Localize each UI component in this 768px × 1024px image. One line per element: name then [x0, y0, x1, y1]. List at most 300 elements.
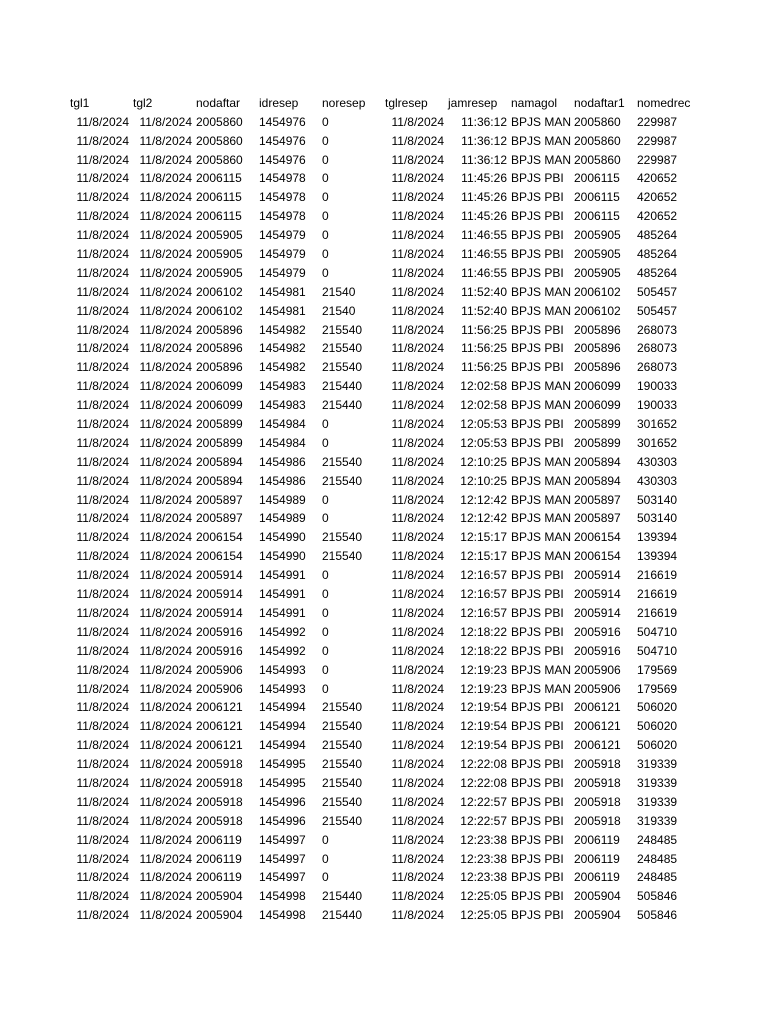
cell-namagol[interactable]: BPJS PBI	[511, 587, 564, 602]
cell-namagol[interactable]: BPJS PBI	[511, 624, 564, 639]
cell-idresep[interactable]: 1454993	[259, 681, 306, 696]
cell-jamresep[interactable]: 12:23:38	[460, 870, 507, 885]
cell-tgl1[interactable]: 11/8/2024	[76, 322, 129, 337]
cell-tgl2[interactable]: 11/8/2024	[139, 435, 192, 450]
cell-jamresep[interactable]: 11:36:12	[461, 152, 507, 167]
cell-namagol[interactable]: BPJS PBI	[511, 757, 564, 772]
cell-tgl1[interactable]: 11/8/2024	[76, 719, 129, 734]
cell-tgl1[interactable]: 11/8/2024	[76, 889, 129, 904]
cell-nodaftar1[interactable]: 2005899	[574, 435, 621, 450]
cell-tgl2[interactable]: 11/8/2024	[139, 265, 192, 280]
cell-tgl1[interactable]: 11/8/2024	[76, 360, 129, 375]
cell-idresep[interactable]: 1454976	[259, 114, 306, 129]
cell-noresep[interactable]: 215540	[322, 813, 363, 828]
cell-nodaftar1[interactable]: 2005896	[574, 322, 621, 337]
cell-tgl2[interactable]: 11/8/2024	[139, 681, 192, 696]
cell-tglresep[interactable]: 11/8/2024	[391, 757, 444, 772]
cell-namagol[interactable]: BPJS PBI	[511, 719, 564, 734]
cell-tgl2[interactable]: 11/8/2024	[139, 738, 192, 753]
cell-namagol[interactable]: BPJS PBI	[511, 209, 564, 224]
cell-noresep[interactable]: 0	[322, 605, 329, 620]
cell-nodaftar[interactable]: 2005914	[196, 605, 243, 620]
cell-noresep[interactable]: 0	[322, 624, 329, 639]
cell-nodaftar1[interactable]: 2005914	[574, 568, 621, 583]
cell-nomedrec[interactable]: 506020	[637, 719, 678, 734]
cell-jamresep[interactable]: 12:19:23	[460, 662, 507, 677]
cell-jamresep[interactable]: 12:16:57	[460, 568, 507, 583]
cell-jamresep[interactable]: 12:22:57	[460, 813, 507, 828]
cell-nodaftar1[interactable]: 2005897	[574, 492, 621, 507]
cell-nomedrec[interactable]: 216619	[637, 587, 678, 602]
cell-noresep[interactable]: 0	[322, 190, 329, 205]
cell-tgl2[interactable]: 11/8/2024	[139, 587, 192, 602]
cell-noresep[interactable]: 0	[322, 568, 329, 583]
cell-tgl1[interactable]: 11/8/2024	[76, 398, 129, 413]
cell-jamresep[interactable]: 12:22:08	[460, 757, 507, 772]
cell-idresep[interactable]: 1454997	[259, 870, 306, 885]
cell-tgl2[interactable]: 11/8/2024	[139, 643, 192, 658]
cell-namagol[interactable]: BPJS MAN	[511, 681, 572, 696]
cell-namagol[interactable]: BPJS PBI	[511, 417, 564, 432]
cell-nodaftar[interactable]: 2005914	[196, 568, 243, 583]
cell-namagol[interactable]: BPJS PBI	[511, 738, 564, 753]
cell-tgl1[interactable]: 11/8/2024	[76, 662, 129, 677]
cell-idresep[interactable]: 1454992	[259, 624, 306, 639]
cell-jamresep[interactable]: 12:19:54	[460, 738, 507, 753]
cell-jamresep[interactable]: 12:12:42	[460, 492, 507, 507]
cell-namagol[interactable]: BPJS MAN	[511, 454, 572, 469]
cell-jamresep[interactable]: 11:56:25	[461, 322, 507, 337]
cell-tgl1[interactable]: 11/8/2024	[76, 511, 129, 526]
cell-tglresep[interactable]: 11/8/2024	[391, 114, 444, 129]
cell-namagol[interactable]: BPJS PBI	[511, 228, 564, 243]
cell-nodaftar1[interactable]: 2005896	[574, 360, 621, 375]
cell-nomedrec[interactable]: 505457	[637, 284, 678, 299]
cell-noresep[interactable]: 0	[322, 870, 329, 885]
cell-idresep[interactable]: 1454991	[259, 605, 306, 620]
cell-jamresep[interactable]: 12:12:42	[460, 511, 507, 526]
cell-noresep[interactable]: 215540	[322, 700, 363, 715]
cell-nomedrec[interactable]: 485264	[637, 265, 678, 280]
cell-nodaftar1[interactable]: 2005905	[574, 247, 621, 262]
cell-tglresep[interactable]: 11/8/2024	[391, 247, 444, 262]
cell-namagol[interactable]: BPJS MAN	[511, 549, 572, 564]
cell-nomedrec[interactable]: 216619	[637, 605, 678, 620]
cell-nomedrec[interactable]: 319339	[637, 794, 678, 809]
cell-idresep[interactable]: 1454983	[259, 379, 306, 394]
cell-nomedrec[interactable]: 179569	[637, 681, 678, 696]
cell-tgl1[interactable]: 11/8/2024	[76, 228, 129, 243]
cell-noresep[interactable]: 215540	[322, 549, 363, 564]
cell-noresep[interactable]: 0	[322, 511, 329, 526]
cell-noresep[interactable]: 0	[322, 114, 329, 129]
cell-tglresep[interactable]: 11/8/2024	[391, 284, 444, 299]
cell-idresep[interactable]: 1454981	[259, 303, 306, 318]
cell-tgl1[interactable]: 11/8/2024	[76, 492, 129, 507]
cell-namagol[interactable]: BPJS MAN	[511, 303, 572, 318]
cell-noresep[interactable]: 0	[322, 492, 329, 507]
cell-tgl1[interactable]: 11/8/2024	[76, 417, 129, 432]
cell-nodaftar[interactable]: 2006119	[196, 832, 242, 847]
cell-tglresep[interactable]: 11/8/2024	[391, 360, 444, 375]
cell-tgl2[interactable]: 11/8/2024	[139, 813, 192, 828]
cell-tglresep[interactable]: 11/8/2024	[391, 813, 444, 828]
cell-nodaftar[interactable]: 2005904	[196, 908, 243, 923]
cell-tglresep[interactable]: 11/8/2024	[391, 530, 444, 545]
cell-noresep[interactable]: 215540	[322, 775, 363, 790]
cell-idresep[interactable]: 1454994	[259, 700, 306, 715]
cell-nodaftar1[interactable]: 2006102	[574, 284, 621, 299]
cell-tgl1[interactable]: 11/8/2024	[76, 454, 129, 469]
cell-noresep[interactable]: 0	[322, 832, 329, 847]
cell-nomedrec[interactable]: 190033	[637, 398, 678, 413]
cell-nomedrec[interactable]: 268073	[637, 322, 678, 337]
cell-nodaftar[interactable]: 2005894	[196, 454, 243, 469]
cell-nodaftar1[interactable]: 2005894	[574, 473, 621, 488]
cell-nodaftar[interactable]: 2005904	[196, 889, 243, 904]
column-header-nodaftar1[interactable]: nodaftar1	[574, 95, 625, 110]
cell-noresep[interactable]: 215540	[322, 454, 363, 469]
cell-idresep[interactable]: 1454995	[259, 775, 306, 790]
cell-tglresep[interactable]: 11/8/2024	[391, 171, 444, 186]
cell-tgl1[interactable]: 11/8/2024	[76, 341, 129, 356]
cell-noresep[interactable]: 0	[322, 681, 329, 696]
cell-namagol[interactable]: BPJS PBI	[511, 265, 564, 280]
cell-noresep[interactable]: 215540	[322, 341, 363, 356]
cell-nodaftar[interactable]: 2006121	[196, 719, 243, 734]
cell-idresep[interactable]: 1454992	[259, 643, 306, 658]
cell-nodaftar1[interactable]: 2005916	[574, 624, 621, 639]
cell-tgl2[interactable]: 11/8/2024	[139, 662, 192, 677]
cell-idresep[interactable]: 1454995	[259, 757, 306, 772]
cell-tglresep[interactable]: 11/8/2024	[391, 133, 444, 148]
cell-tglresep[interactable]: 11/8/2024	[391, 398, 444, 413]
cell-jamresep[interactable]: 12:18:22	[460, 624, 507, 639]
cell-nomedrec[interactable]: 430303	[637, 473, 678, 488]
cell-nomedrec[interactable]: 319339	[637, 813, 678, 828]
cell-tgl1[interactable]: 11/8/2024	[76, 587, 129, 602]
cell-namagol[interactable]: BPJS PBI	[511, 700, 564, 715]
cell-nodaftar1[interactable]: 2005896	[574, 341, 621, 356]
cell-tglresep[interactable]: 11/8/2024	[391, 681, 444, 696]
cell-nodaftar[interactable]: 2006115	[196, 190, 242, 205]
cell-nodaftar[interactable]: 2005916	[196, 624, 243, 639]
cell-tgl2[interactable]: 11/8/2024	[139, 322, 192, 337]
column-header-namagol[interactable]: namagol	[511, 95, 558, 110]
cell-namagol[interactable]: BPJS PBI	[511, 813, 564, 828]
cell-namagol[interactable]: BPJS PBI	[511, 832, 564, 847]
cell-idresep[interactable]: 1454979	[259, 265, 306, 280]
cell-tgl1[interactable]: 11/8/2024	[76, 643, 129, 658]
cell-jamresep[interactable]: 12:02:58	[460, 398, 507, 413]
cell-nodaftar[interactable]: 2005918	[196, 775, 243, 790]
cell-nodaftar1[interactable]: 2005916	[574, 643, 621, 658]
cell-tgl2[interactable]: 11/8/2024	[139, 794, 192, 809]
cell-tglresep[interactable]: 11/8/2024	[391, 511, 444, 526]
cell-nodaftar[interactable]: 2006154	[196, 549, 243, 564]
cell-nodaftar[interactable]: 2005905	[196, 265, 243, 280]
cell-nodaftar1[interactable]: 2006115	[574, 190, 620, 205]
cell-nodaftar[interactable]: 2005905	[196, 247, 243, 262]
cell-tgl2[interactable]: 11/8/2024	[139, 152, 192, 167]
cell-tgl2[interactable]: 11/8/2024	[139, 889, 192, 904]
cell-noresep[interactable]: 0	[322, 643, 329, 658]
cell-tgl2[interactable]: 11/8/2024	[139, 417, 192, 432]
cell-tgl2[interactable]: 11/8/2024	[139, 624, 192, 639]
cell-namagol[interactable]: BPJS MAN	[511, 662, 572, 677]
cell-nodaftar1[interactable]: 2005860	[574, 152, 621, 167]
cell-nomedrec[interactable]: 506020	[637, 700, 678, 715]
cell-tglresep[interactable]: 11/8/2024	[391, 492, 444, 507]
cell-nomedrec[interactable]: 229987	[637, 133, 678, 148]
cell-jamresep[interactable]: 12:19:23	[460, 681, 507, 696]
cell-tgl1[interactable]: 11/8/2024	[76, 171, 129, 186]
cell-idresep[interactable]: 1454990	[259, 549, 306, 564]
cell-noresep[interactable]: 0	[322, 435, 329, 450]
cell-tglresep[interactable]: 11/8/2024	[391, 587, 444, 602]
cell-noresep[interactable]: 0	[322, 171, 329, 186]
cell-tgl2[interactable]: 11/8/2024	[139, 568, 192, 583]
cell-tgl1[interactable]: 11/8/2024	[76, 775, 129, 790]
cell-tglresep[interactable]: 11/8/2024	[391, 303, 444, 318]
cell-nomedrec[interactable]: 229987	[637, 114, 678, 129]
cell-tglresep[interactable]: 11/8/2024	[391, 870, 444, 885]
cell-nodaftar[interactable]: 2006119	[196, 851, 242, 866]
cell-tgl2[interactable]: 11/8/2024	[139, 908, 192, 923]
cell-tglresep[interactable]: 11/8/2024	[391, 417, 444, 432]
cell-nomedrec[interactable]: 319339	[637, 757, 678, 772]
cell-nodaftar[interactable]: 2006121	[196, 738, 243, 753]
cell-jamresep[interactable]: 11:36:12	[461, 133, 507, 148]
cell-nodaftar1[interactable]: 2005918	[574, 813, 621, 828]
cell-tgl1[interactable]: 11/8/2024	[76, 757, 129, 772]
cell-nomedrec[interactable]: 503140	[637, 492, 678, 507]
cell-tglresep[interactable]: 11/8/2024	[391, 473, 444, 488]
cell-tglresep[interactable]: 11/8/2024	[391, 341, 444, 356]
cell-tgl1[interactable]: 11/8/2024	[76, 114, 129, 129]
cell-tgl2[interactable]: 11/8/2024	[139, 190, 192, 205]
cell-tgl1[interactable]: 11/8/2024	[76, 813, 129, 828]
cell-nodaftar[interactable]: 2006121	[196, 700, 243, 715]
cell-nomedrec[interactable]: 268073	[637, 341, 678, 356]
cell-noresep[interactable]: 215540	[322, 360, 363, 375]
cell-nodaftar[interactable]: 2005860	[196, 152, 243, 167]
cell-nodaftar[interactable]: 2006102	[196, 303, 243, 318]
cell-tgl2[interactable]: 11/8/2024	[139, 775, 192, 790]
cell-noresep[interactable]: 215540	[322, 473, 363, 488]
cell-nomedrec[interactable]: 268073	[637, 360, 678, 375]
cell-tglresep[interactable]: 11/8/2024	[391, 662, 444, 677]
cell-tgl1[interactable]: 11/8/2024	[76, 870, 129, 885]
cell-idresep[interactable]: 1454998	[259, 889, 306, 904]
cell-noresep[interactable]: 215540	[322, 719, 363, 734]
cell-namagol[interactable]: BPJS MAN	[511, 398, 572, 413]
cell-tglresep[interactable]: 11/8/2024	[391, 568, 444, 583]
column-header-tgl2[interactable]: tgl2	[133, 95, 153, 110]
cell-jamresep[interactable]: 11:45:26	[461, 209, 507, 224]
cell-jamresep[interactable]: 12:25:05	[460, 889, 507, 904]
cell-namagol[interactable]: BPJS PBI	[511, 568, 564, 583]
cell-nodaftar[interactable]: 2006115	[196, 171, 242, 186]
cell-noresep[interactable]: 21540	[322, 284, 356, 299]
cell-nodaftar1[interactable]: 2006154	[574, 549, 621, 564]
cell-jamresep[interactable]: 12:16:57	[460, 605, 507, 620]
cell-tgl2[interactable]: 11/8/2024	[139, 492, 192, 507]
cell-idresep[interactable]: 1454982	[259, 341, 306, 356]
cell-namagol[interactable]: BPJS PBI	[511, 851, 564, 866]
cell-tglresep[interactable]: 11/8/2024	[391, 719, 444, 734]
cell-nomedrec[interactable]: 190033	[637, 379, 678, 394]
cell-tgl1[interactable]: 11/8/2024	[76, 549, 129, 564]
cell-namagol[interactable]: BPJS PBI	[511, 643, 564, 658]
cell-nodaftar1[interactable]: 2006121	[574, 738, 621, 753]
cell-idresep[interactable]: 1454993	[259, 662, 306, 677]
cell-noresep[interactable]: 0	[322, 152, 329, 167]
column-header-tglresep[interactable]: tglresep	[385, 95, 428, 110]
column-header-jamresep[interactable]: jamresep	[448, 95, 498, 110]
cell-nomedrec[interactable]: 301652	[637, 435, 678, 450]
cell-noresep[interactable]: 215540	[322, 322, 363, 337]
cell-namagol[interactable]: BPJS PBI	[511, 889, 564, 904]
cell-noresep[interactable]: 215540	[322, 738, 363, 753]
cell-tgl1[interactable]: 11/8/2024	[76, 473, 129, 488]
cell-tglresep[interactable]: 11/8/2024	[391, 379, 444, 394]
cell-nodaftar[interactable]: 2005918	[196, 794, 243, 809]
cell-nodaftar1[interactable]: 2005905	[574, 265, 621, 280]
cell-nodaftar[interactable]: 2005918	[196, 813, 243, 828]
cell-nodaftar[interactable]: 2006115	[196, 209, 242, 224]
cell-tgl1[interactable]: 11/8/2024	[76, 794, 129, 809]
cell-nodaftar[interactable]: 2006099	[196, 398, 243, 413]
cell-nodaftar1[interactable]: 2006102	[574, 303, 621, 318]
cell-tgl1[interactable]: 11/8/2024	[76, 700, 129, 715]
cell-noresep[interactable]: 0	[322, 133, 329, 148]
cell-tgl2[interactable]: 11/8/2024	[139, 719, 192, 734]
cell-namagol[interactable]: BPJS MAN	[511, 511, 572, 526]
cell-idresep[interactable]: 1454991	[259, 568, 306, 583]
cell-nodaftar[interactable]: 2005914	[196, 587, 243, 602]
cell-nodaftar1[interactable]: 2005897	[574, 511, 621, 526]
cell-nodaftar1[interactable]: 2006099	[574, 398, 621, 413]
cell-nodaftar[interactable]: 2005896	[196, 341, 243, 356]
cell-nomedrec[interactable]: 248485	[637, 870, 678, 885]
cell-nodaftar[interactable]: 2005896	[196, 360, 243, 375]
cell-jamresep[interactable]: 11:56:25	[461, 341, 507, 356]
cell-idresep[interactable]: 1454983	[259, 398, 306, 413]
cell-tglresep[interactable]: 11/8/2024	[391, 738, 444, 753]
cell-noresep[interactable]: 215540	[322, 794, 363, 809]
cell-jamresep[interactable]: 12:16:57	[460, 587, 507, 602]
cell-tgl1[interactable]: 11/8/2024	[76, 379, 129, 394]
cell-noresep[interactable]: 0	[322, 228, 329, 243]
cell-nomedrec[interactable]: 216619	[637, 568, 678, 583]
cell-namagol[interactable]: BPJS PBI	[511, 870, 564, 885]
cell-nodaftar[interactable]: 2005897	[196, 511, 243, 526]
cell-nomedrec[interactable]: 504710	[637, 624, 678, 639]
cell-tglresep[interactable]: 11/8/2024	[391, 265, 444, 280]
cell-namagol[interactable]: BPJS PBI	[511, 435, 564, 450]
cell-tglresep[interactable]: 11/8/2024	[391, 322, 444, 337]
cell-noresep[interactable]: 0	[322, 851, 329, 866]
cell-nodaftar[interactable]: 2005860	[196, 133, 243, 148]
cell-nomedrec[interactable]: 139394	[637, 549, 678, 564]
cell-nodaftar1[interactable]: 2006154	[574, 530, 621, 545]
cell-tgl2[interactable]: 11/8/2024	[139, 454, 192, 469]
cell-nodaftar[interactable]: 2005899	[196, 435, 243, 450]
cell-tgl2[interactable]: 11/8/2024	[139, 114, 192, 129]
cell-nomedrec[interactable]: 319339	[637, 775, 678, 790]
cell-jamresep[interactable]: 12:05:53	[460, 435, 507, 450]
cell-tglresep[interactable]: 11/8/2024	[391, 624, 444, 639]
cell-tgl2[interactable]: 11/8/2024	[139, 379, 192, 394]
cell-tgl2[interactable]: 11/8/2024	[139, 870, 192, 885]
cell-idresep[interactable]: 1454984	[259, 417, 306, 432]
cell-namagol[interactable]: BPJS PBI	[511, 341, 564, 356]
cell-tgl2[interactable]: 11/8/2024	[139, 700, 192, 715]
cell-tgl2[interactable]: 11/8/2024	[139, 851, 192, 866]
cell-jamresep[interactable]: 11:56:25	[461, 360, 507, 375]
cell-nodaftar[interactable]: 2006154	[196, 530, 243, 545]
column-header-tgl1[interactable]: tgl1	[70, 95, 90, 110]
cell-idresep[interactable]: 1454989	[259, 511, 306, 526]
cell-tgl2[interactable]: 11/8/2024	[139, 133, 192, 148]
cell-tgl1[interactable]: 11/8/2024	[76, 568, 129, 583]
cell-tgl2[interactable]: 11/8/2024	[139, 171, 192, 186]
cell-idresep[interactable]: 1454982	[259, 322, 306, 337]
cell-idresep[interactable]: 1454986	[259, 473, 306, 488]
cell-noresep[interactable]: 215440	[322, 398, 363, 413]
cell-idresep[interactable]: 1454996	[259, 794, 306, 809]
cell-tgl1[interactable]: 11/8/2024	[76, 738, 129, 753]
cell-tglresep[interactable]: 11/8/2024	[391, 435, 444, 450]
cell-namagol[interactable]: BPJS MAN	[511, 284, 572, 299]
cell-tgl2[interactable]: 11/8/2024	[139, 832, 192, 847]
cell-tgl1[interactable]: 11/8/2024	[76, 133, 129, 148]
cell-tgl2[interactable]: 11/8/2024	[139, 247, 192, 262]
cell-tgl2[interactable]: 11/8/2024	[139, 360, 192, 375]
cell-idresep[interactable]: 1454997	[259, 832, 306, 847]
cell-idresep[interactable]: 1454978	[259, 190, 306, 205]
cell-jamresep[interactable]: 12:23:38	[460, 851, 507, 866]
cell-nodaftar[interactable]: 2005905	[196, 228, 243, 243]
cell-nodaftar1[interactable]: 2005860	[574, 133, 621, 148]
cell-namagol[interactable]: BPJS PBI	[511, 360, 564, 375]
cell-idresep[interactable]: 1454978	[259, 171, 306, 186]
cell-nodaftar1[interactable]: 2005918	[574, 757, 621, 772]
cell-tgl2[interactable]: 11/8/2024	[139, 341, 192, 356]
cell-namagol[interactable]: BPJS PBI	[511, 322, 564, 337]
cell-nodaftar1[interactable]: 2006115	[574, 171, 620, 186]
cell-tgl2[interactable]: 11/8/2024	[139, 398, 192, 413]
cell-nodaftar1[interactable]: 2005914	[574, 605, 621, 620]
cell-namagol[interactable]: BPJS PBI	[511, 190, 564, 205]
cell-nodaftar[interactable]: 2005860	[196, 114, 243, 129]
cell-tgl2[interactable]: 11/8/2024	[139, 284, 192, 299]
cell-tgl1[interactable]: 11/8/2024	[76, 265, 129, 280]
cell-nodaftar1[interactable]: 2005914	[574, 587, 621, 602]
cell-tgl1[interactable]: 11/8/2024	[76, 832, 129, 847]
cell-nomedrec[interactable]: 139394	[637, 530, 678, 545]
cell-tglresep[interactable]: 11/8/2024	[391, 832, 444, 847]
cell-nodaftar1[interactable]: 2006099	[574, 379, 621, 394]
cell-nomedrec[interactable]: 503140	[637, 511, 678, 526]
cell-tgl1[interactable]: 11/8/2024	[76, 851, 129, 866]
cell-idresep[interactable]: 1454976	[259, 152, 306, 167]
column-header-idresep[interactable]: idresep	[259, 95, 299, 110]
column-header-noresep[interactable]: noresep	[322, 95, 366, 110]
cell-tglresep[interactable]: 11/8/2024	[391, 454, 444, 469]
cell-nomedrec[interactable]: 505846	[637, 908, 678, 923]
